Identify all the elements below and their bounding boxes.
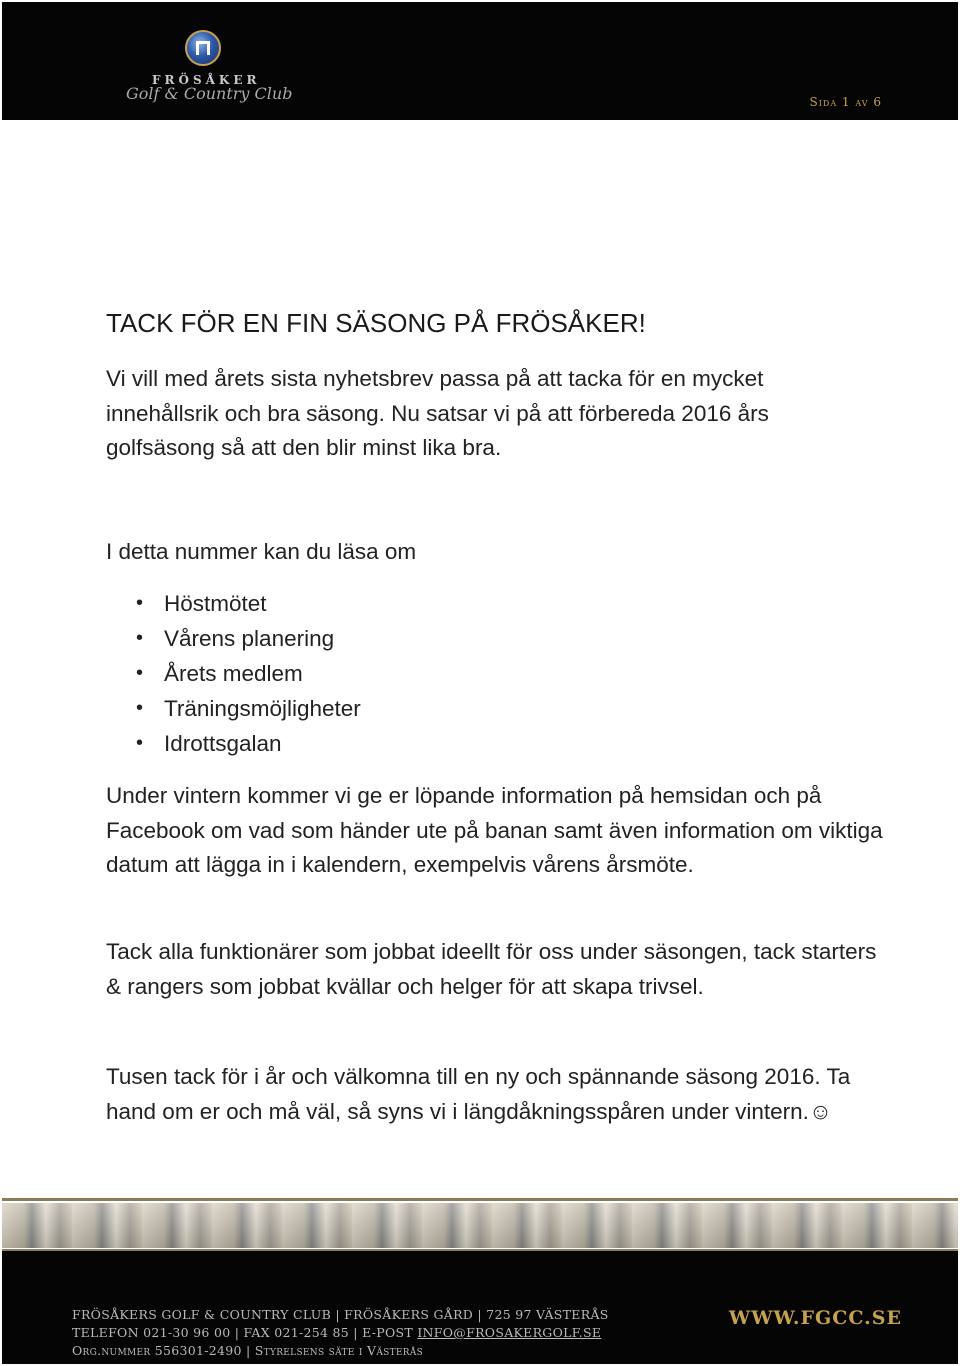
footer-phone-fax: TELEFON 021-30 96 00 | FAX 021-254 85 | E-POST [72,1325,418,1340]
winter-info-paragraph: Under vintern kommer vi ge er löpande information på hemsidan och på Facebook om vad som händer ute på banan samt även information om viktiga datum att lägga in i kalendern, exempelvis vårens årsmöte. [106,783,883,877]
page-indicator: Sida 1 av 6 [809,95,882,109]
topics-list [136,586,361,761]
club-emblem-icon [185,30,221,66]
footer-contact [72,1325,601,1340]
topic-item: • Vårens planering [136,621,361,656]
footer-divider-top [2,1198,958,1201]
intro-paragraph: Vi vill med årets sista nyhetsbrev passa på att tacka för en mycket innehållsrik och bra säsong. Nu satsar vi på att förbereda 2016 års golfsäsong så att den blir minst lika bra. [106,366,769,460]
brand-name: FRÖSÅKER [152,73,261,87]
emblem-door-icon [196,41,210,55]
footer-email-link[interactable]: INFO@FROSAKERGOLF.SE [417,1325,602,1340]
topics-heading: I detta nummer kan du läsa om [106,539,417,564]
footer-org-info: Org.nummer 556301-2490 | Styrelsens säte i Västerås [72,1343,424,1358]
footer-website-link[interactable]: WWW.FGCC.SE [728,1307,902,1329]
footer-address: FRÖSÅKERS GOLF & COUNTRY CLUB | FRÖSÅKERS GÅRD | 725 97 VÄSTERÅS [72,1307,609,1322]
brand-script: Golf & Country Club [126,84,293,103]
topic-item: • Träningsmöjligheter [136,691,361,726]
newsletter-title: TACK FÖR EN FIN SÄSONG PÅ FRÖSÅKER! [106,308,646,338]
closing-paragraph: Tusen tack för i år och välkomna till en ny och spännande säsong 2016. Ta hand om er och må väl, så syns vi i längdåkningsspåren under vintern.☺ [106,1064,851,1124]
topic-item: • Årets medlem [136,656,361,691]
topic-item: • Idrottsgalan [136,726,361,761]
topic-item: • Höstmötet [136,586,361,621]
thanks-paragraph: Tack alla funktionärer som jobbat ideellt för oss under säsongen, tack starters & rangers som jobbat kvällar och helger för att skapa trivsel. [106,939,877,999]
decorative-stone-band [2,1203,958,1248]
